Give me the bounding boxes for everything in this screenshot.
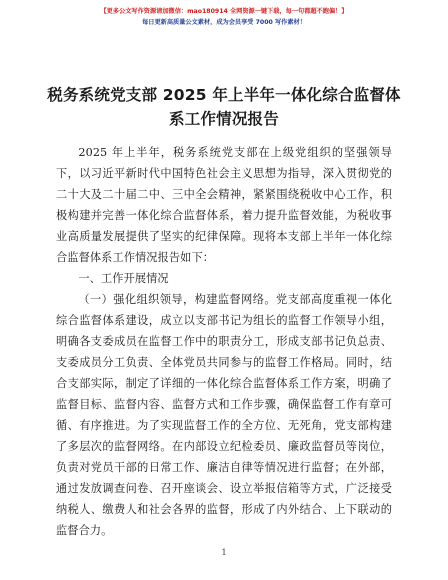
promo-banner-line-2: 每日更新高质量公文素材，成为会员享受 7000 写作素材！ xyxy=(142,19,306,26)
intro-paragraph: 2025 年上半年，税务系统党支部在上级党组织的坚强领导下，以习近平新时代中国特色社会主义思想为指导，深入贯彻党的二十大及二十届二中、三中全会精神，紧紧围绕税收中心工作，积极构建并完善一体化综合监督体系，着力提升监督效能，为税收事业高质量发展提供了坚实的纪律保障。现将本支部上半年一体化综合监督体系工作情况报告如下： xyxy=(56,146,392,264)
document-title: 税务系统党支部 2025 年上半年一体化综合监督体系工作情况报告 xyxy=(47,86,401,128)
document-body xyxy=(56,142,392,541)
page-number: 1 xyxy=(221,548,227,557)
promo-banner-line-1: 【更多公文写作资源请加微信：mao180914 全网资源一键下载，每一句都超不跑偏！】 xyxy=(100,8,348,15)
section-heading: 一、工作开展情况 xyxy=(78,272,169,285)
section-paragraph: （一）强化组织领导，构建监督网络。党支部高度重视一体化综合监督体系建设，成立以支部书记为组长的监督工作领导小组，明确各支委成员在监督工作中的职责分工，形成支部书记负总责、支委成员分工负责、全体党员共同参与的监督工作格局。同时，结合支部实际，制定了详细的一体化综合监督体系工作方案，明确了监督目标、监督内容、监督方式和工作步骤，确保监督工作有章可循、有序推进。为了实现监督工作的全方位、无死角，党支部构建了多层次的监督网络。在内部设立纪检委员、廉政监督员等岗位，负责对党员干部的日常工作、廉洁自律等情况进行监督；在外部，通过发放调查问卷、召开座谈会、设立举报信箱等方式，广泛接受纳税人、缴费人和社会各界的监督，形成了内外结合、上下联动的监督合力。 xyxy=(56,293,392,537)
promo-banner xyxy=(0,6,448,28)
